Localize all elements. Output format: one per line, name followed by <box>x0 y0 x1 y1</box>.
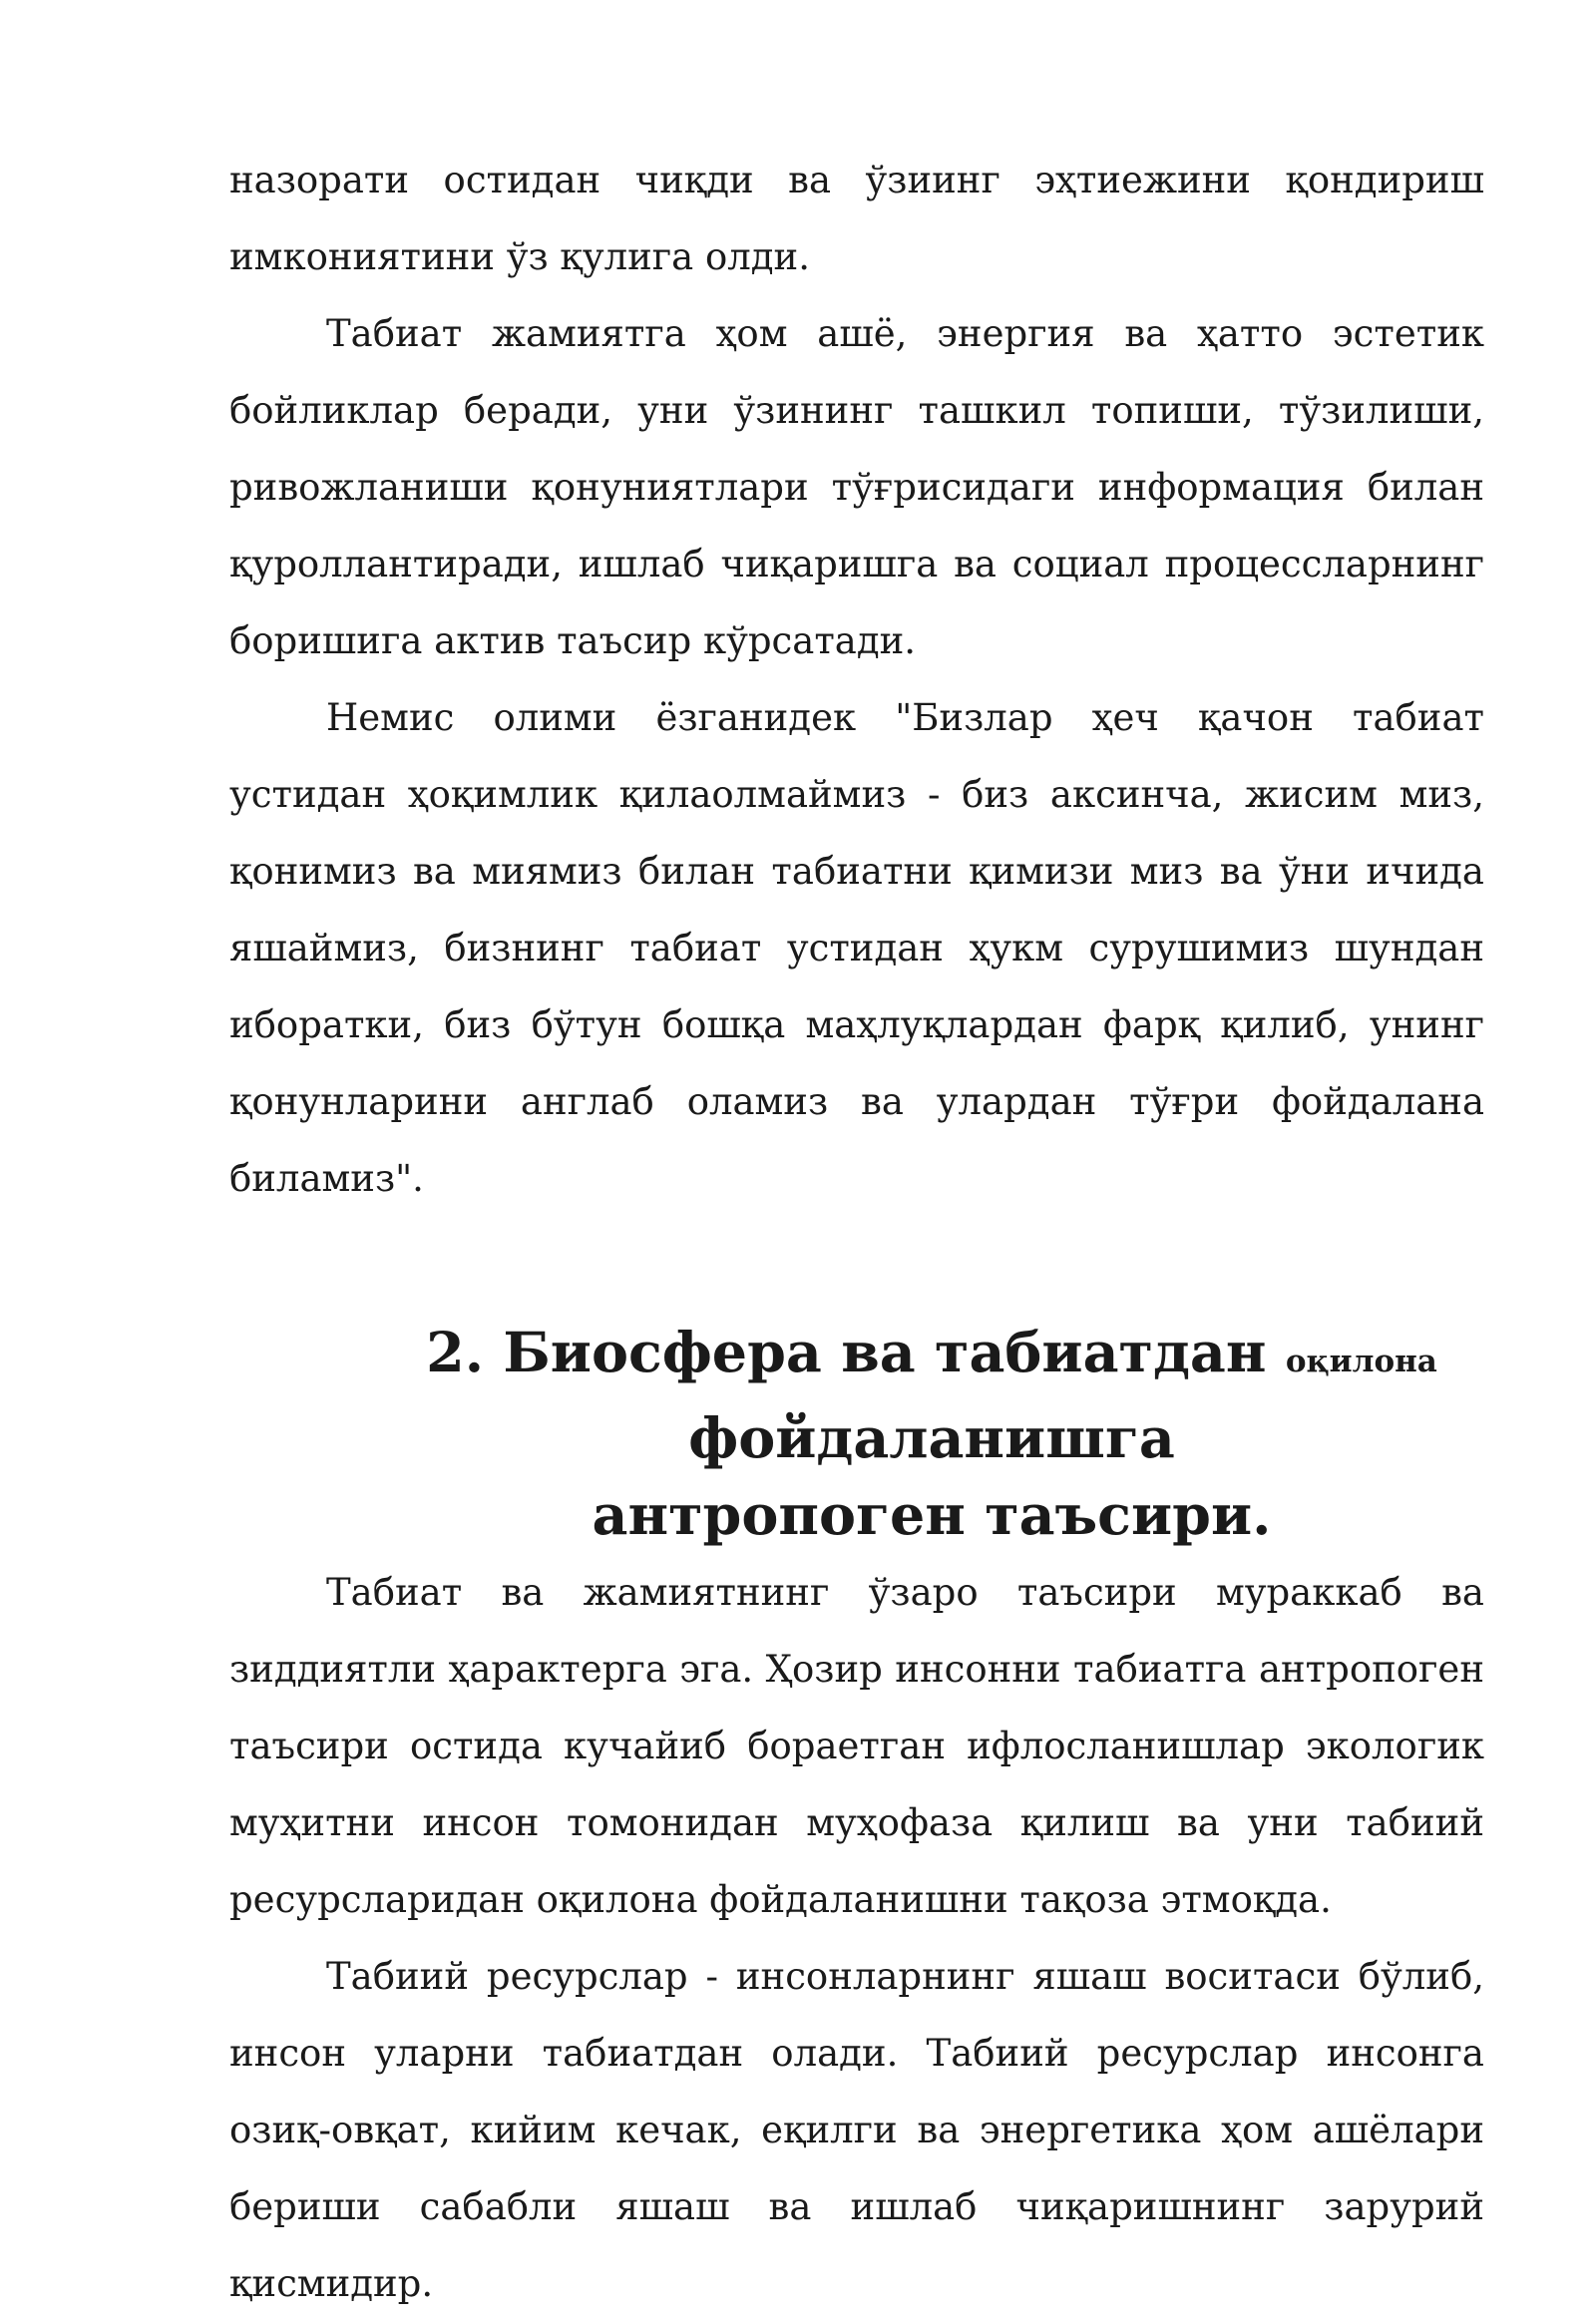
paragraph-german-scientist-quote: Немис олими ёзганидек "Бизлар ҳеч қачон табиат устидан ҳоқимлик қилаолмаймиз - биз аксинча, жисим миз, қонимиз ва миямиз билан табиатни қимизи миз ва ўни ичида яшаймиз, бизнинг табиат устидан ҳукм сурушимиз шундан иборатки, биз бўтун бошқа маҳлуқлардан фарқ қилиб, унинг қонунларини англаб оламиз ва улардан тўғри фойдалана биламиз". <box>229 696 1484 1200</box>
section-heading-part3: фойдаланишга <box>688 1406 1175 1471</box>
document-body <box>229 142 1484 2322</box>
section-heading <box>229 1315 1484 1554</box>
section-heading-line2: антропоген таъсири. <box>592 1483 1272 1548</box>
paragraph-nature-society: Табиат жамиятга ҳом ашё, энергия ва ҳатто эстетик бойликлар беради, уни ўзининг ташкил топиши, тўзилиши, ривожланиши қонуниятлари тўғрисидаги информация билан қуроллантиради, ишлаб чиқаришга ва социал процессларнинг боришига актив таъсир кўрсатади. <box>229 312 1484 662</box>
paragraph-natural-resources: Табиий ресурслар - инсонларнинг яшаш воситаси бўлиб, инсон уларни табиатдан олади. Табиий ресурслар инсонга озиқ-овқат, кийим кечак, еқилги ва энергетика ҳом ашёлари бериши сабабли яшаш ва ишлаб чиқаришнинг зарурий қисмидир. <box>229 1955 1484 2305</box>
paragraph-interaction: Табиат ва жамиятнинг ўзаро таъсири мураккаб ва зиддиятли ҳарактерга эга. Ҳозир инсонни табиатга антропоген таъсири остида кучайиб бораетган ифлосланишлар экологик муҳитни инсон томонидан муҳофаза қилиш ва уни табиий ресурсларидан оқилона фойдаланишни тақоза этмоқда. <box>229 1571 1484 1921</box>
section-heading-part1: 2. Биосфера ва табиатдан <box>426 1321 1286 1385</box>
paragraph-continuation: назорати остидан чиқди ва ўзиинг эҳтиежини қондириш имкониятини ўз қулига олди. <box>229 159 1484 278</box>
section-heading-part2: оқилона <box>1285 1344 1437 1379</box>
